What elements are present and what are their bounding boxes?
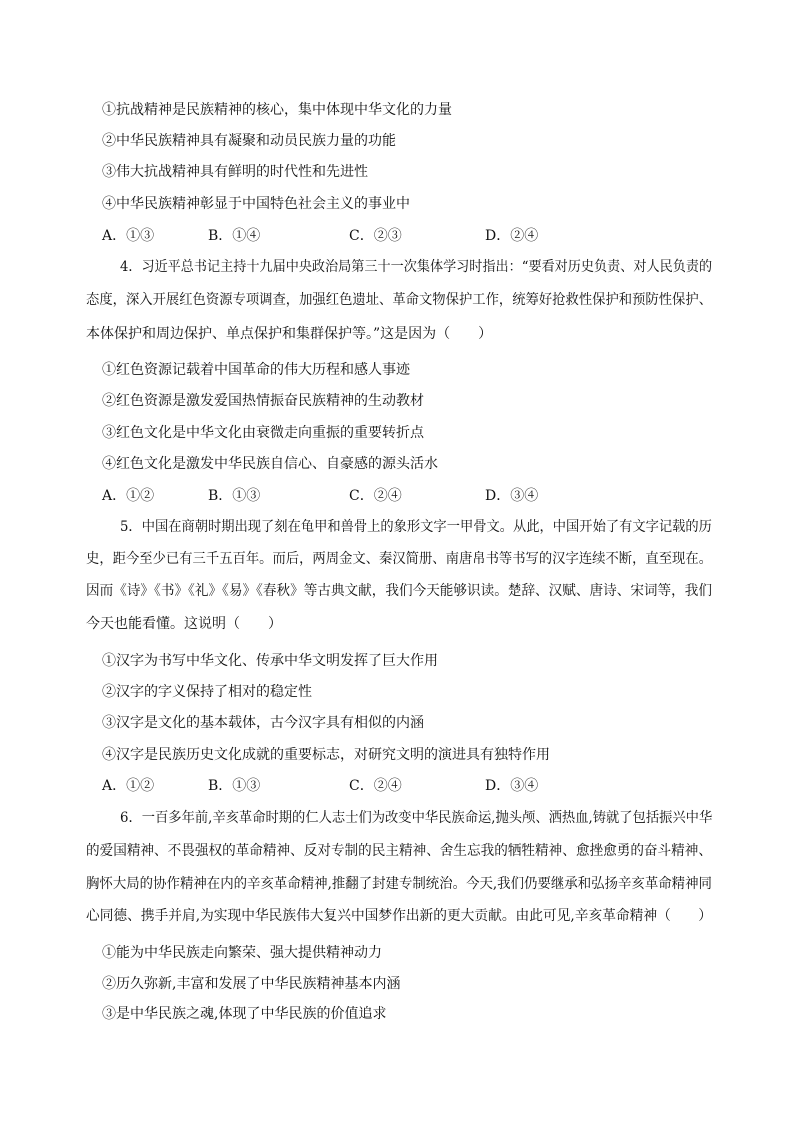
q3-option-3: ③伟大抗战精神具有鲜明的时代性和先进性: [102, 164, 368, 180]
q3-option-2: ②中华民族精神具有凝聚和动员民族力量的功能: [102, 133, 396, 149]
q3-option-1: ①抗战精神是民族精神的核心，集中体现中华文化的力量: [102, 102, 452, 118]
q6-option-1: ①能为中华民族走向繁荣、强大提供精神动力: [102, 945, 382, 961]
q5-option-4: ④汉字是民族历史文化成就的重要标志，对研究文明的演进具有独特作用: [102, 747, 550, 763]
q5-option-2: ②汉字的字义保持了相对的稳定性: [102, 684, 312, 700]
q3-option-4: ④中华民族精神彰显于中国特色社会主义的事业中: [102, 196, 410, 212]
q5-choice-d: D．③④: [485, 778, 539, 794]
q4-stem-line-1: 4．习近平总书记主持十九届中央政治局第三十一次集体学习时指出：“要看对历史负责、对人民负责的: [120, 259, 713, 275]
q5-choice-c: C．②④: [349, 778, 402, 794]
q6-option-3: ③是中华民族之魂,体现了中华民族的价值追求: [102, 1006, 387, 1022]
q6-stem-line-2: 的爱国精神、不畏强权的革命精神、反对专制的民主精神、舍生忘我的牺牲精神、愈挫愈勇的奋斗精神、: [86, 843, 712, 859]
q5-stem-line-4: 今天也能看懂。这说明（ ）: [86, 616, 282, 632]
q4-option-1: ①红色资源记载着中国革命的伟大历程和感人事迹: [102, 362, 410, 378]
q4-choice-b: B．①③: [208, 488, 261, 504]
q3-choice-b: B．①④: [208, 228, 261, 244]
q5-stem-line-3: 因而《诗》《书》《礼》《易》《春秋》等古典文献，我们今天能够识读。楚辞、汉赋、唐诗、宋词等，我们: [86, 583, 712, 599]
q3-choice-a: A．①③: [102, 228, 155, 244]
q4-option-3: ③红色文化是中华文化由衰微走向重振的重要转折点: [102, 425, 424, 441]
q4-option-4: ④红色文化是激发中华民族自信心、自豪感的源头活水: [102, 456, 438, 472]
q6-stem-line-1: 6．一百多年前,辛亥革命时期的仁人志士们为改变中华民族命运,抛头颅、洒热血,铸就了包括振兴中华: [120, 810, 713, 826]
q5-choice-b: B．①③: [208, 778, 261, 794]
q4-choice-c: C．②④: [349, 488, 402, 504]
q5-stem-line-1: 5．中国在商朝时期出现了刻在龟甲和兽骨上的象形文字一甲骨文。从此，中国开始了有文字记载的历: [120, 519, 712, 535]
q5-option-3: ③汉字是文化的基本载体，古今汉字具有相似的内涵: [102, 715, 424, 731]
q6-option-2: ②历久弥新,丰富和发展了中华民族精神基本内涵: [102, 976, 401, 992]
q6-stem-line-4: 心同德、携手并肩,为实现中华民族伟大复兴中国梦作出新的更大贡献。由此可见,辛亥革命精神（ ）: [86, 908, 712, 924]
q5-option-1: ①汉字为书写中华文化、传承中华文明发挥了巨大作用: [102, 653, 438, 669]
q5-stem-line-2: 史，距今至少已有三千五百年。而后，两周金文、秦汉简册、南唐帛书等书写的汉字连续不断，直至现在。: [86, 551, 713, 567]
q5-choice-a: A．①②: [102, 778, 155, 794]
q3-choice-d: D．②④: [485, 228, 539, 244]
q4-option-2: ②红色资源是激发爱国热情振奋民族精神的生动教材: [102, 393, 424, 409]
q4-choice-a: A．①②: [102, 488, 155, 504]
q4-stem-line-3: 本体保护和周边保护、单点保护和集群保护等。”这是因为（ ）: [86, 326, 493, 342]
q4-stem-line-2: 态度，深入开展红色资源专项调查，加强红色遗址、革命文物保护工作，统筹好抢救性保护和预防性保护、: [86, 292, 713, 308]
q4-choice-d: D．③④: [485, 488, 539, 504]
q6-stem-line-3: 胸怀大局的协作精神在内的辛亥革命精神,推翻了封建专制统治。今天,我们仍要继承和弘扬辛亥革命精神同: [86, 876, 712, 892]
q3-choice-c: C．②③: [349, 228, 402, 244]
